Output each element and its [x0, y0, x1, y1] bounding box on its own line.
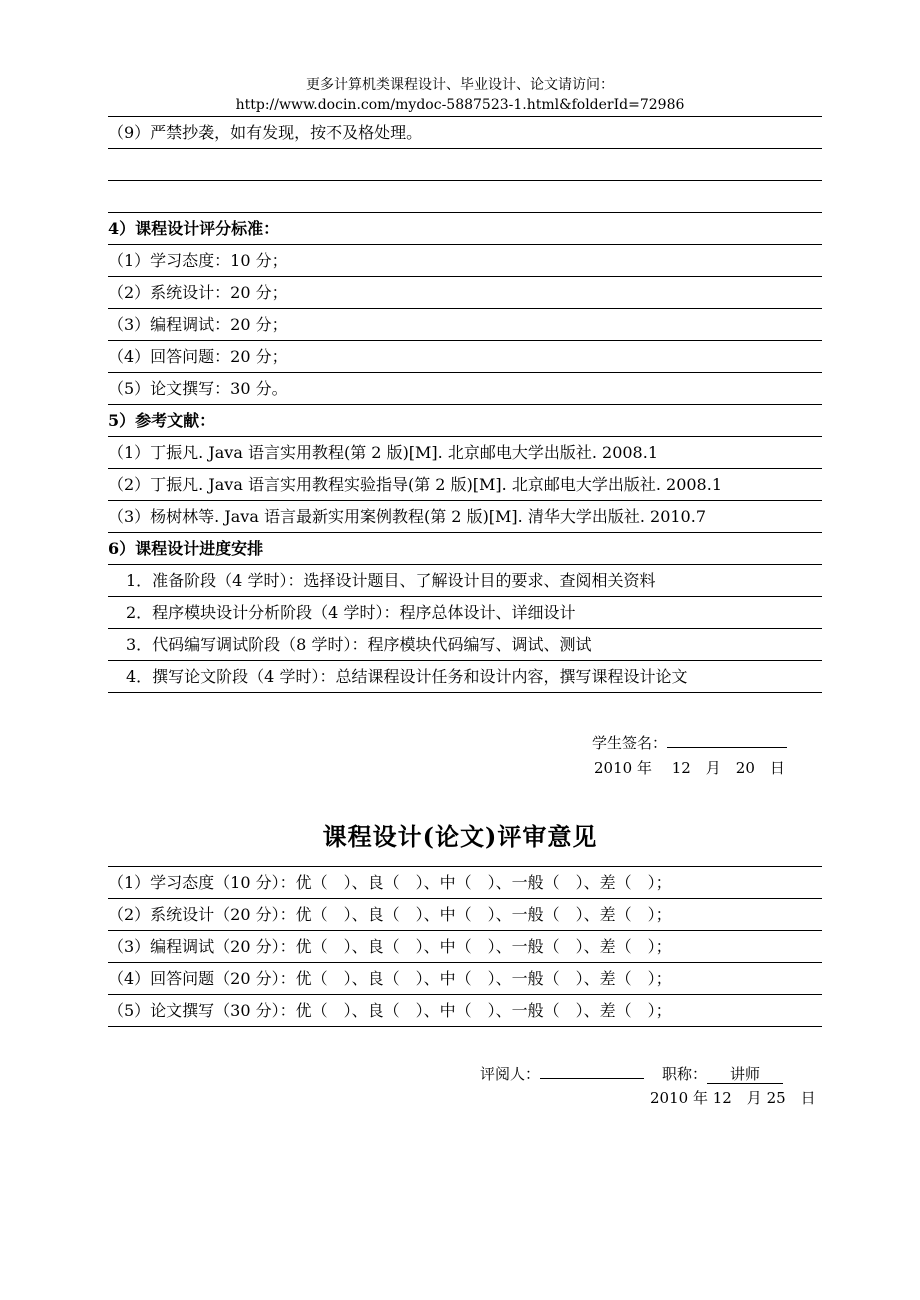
- schedule-item: 4．撰写论文阶段（4 学时）：总结课程设计任务和设计内容，撰写课程设计论文: [126, 667, 688, 686]
- review-date: 2010 年 12 月 25 日: [650, 1089, 816, 1107]
- schedule-heading: 6）课程设计进度安排: [108, 539, 264, 558]
- grading-item: （2）系统设计：20 分；: [108, 283, 288, 302]
- grading-item: （1）学习态度：10 分；: [108, 251, 288, 270]
- review-item: （1）学习态度（10 分）：优（ ）、良（ ）、中（ ）、一般（ ）、差（ ）；: [108, 873, 672, 892]
- schedule-item: 3．代码编写调试阶段（8 学时）：程序模块代码编写、调试、测试: [126, 635, 592, 654]
- reference-item: （3）杨树林等. Java 语言最新实用案例教程(第 2 版)[M]. 清华大学出版社. 2010.7: [108, 507, 707, 526]
- reviewer-signature-line: [540, 1061, 644, 1079]
- grading-item: （5）论文撰写：30 分。: [108, 379, 288, 398]
- header-url: http://www.docin.com/mydoc-5887523-1.html&folderId=72986: [235, 97, 685, 113]
- student-signature-label: 学生签名：: [592, 734, 668, 752]
- schedule-item: 1．准备阶段（4 学时）：选择设计题目、了解设计目的要求、查阅相关资料: [126, 571, 656, 590]
- reviewer-title-value: 讲师: [707, 1066, 783, 1084]
- requirement-item-9: （9）严禁抄袭，如有发现，按不及格处理。: [108, 123, 423, 142]
- table-rule: [108, 180, 822, 181]
- schedule-item: 2．程序模块设计分析阶段（4 学时）：程序总体设计、详细设计: [126, 603, 576, 622]
- student-signature-line: [667, 730, 787, 748]
- review-item: （4）回答问题（20 分）：优（ ）、良（ ）、中（ ）、一般（ ）、差（ ）；: [108, 969, 672, 988]
- grading-item: （4）回答问题：20 分；: [108, 347, 288, 366]
- student-signature: [592, 730, 787, 753]
- student-sign-date: 2010 年 12 月 20 日: [594, 759, 785, 777]
- review-item: （3）编程调试（20 分）：优（ ）、良（ ）、中（ ）、一般（ ）、差（ ）；: [108, 937, 672, 956]
- reference-item: （1）丁振凡. Java 语言实用教程(第 2 版)[M]. 北京邮电大学出版社. 2008.1: [108, 443, 659, 462]
- review-title: 课程设计(论文)评审意见: [322, 822, 598, 851]
- review-item: （2）系统设计（20 分）：优（ ）、良（ ）、中（ ）、一般（ ）、差（ ）；: [108, 905, 672, 924]
- references-heading: 5）参考文献：: [108, 411, 216, 430]
- review-item: （5）论文撰写（30 分）：优（ ）、良（ ）、中（ ）、一般（ ）、差（ ）；: [108, 1001, 672, 1020]
- reference-item: （2）丁振凡. Java 语言实用教程实验指导(第 2 版)[M]. 北京邮电大学出版社. 2008.1: [108, 475, 723, 494]
- grading-heading: 4）课程设计评分标准：: [108, 219, 280, 238]
- header-line-1: 更多计算机类课程设计、毕业设计、论文请访问：: [306, 77, 614, 93]
- grading-item: （3）编程调试：20 分；: [108, 315, 288, 334]
- reviewer-signature: [480, 1061, 783, 1084]
- reviewer-title-label: 职称：: [662, 1065, 708, 1083]
- reviewer-label: 评阅人：: [480, 1065, 541, 1083]
